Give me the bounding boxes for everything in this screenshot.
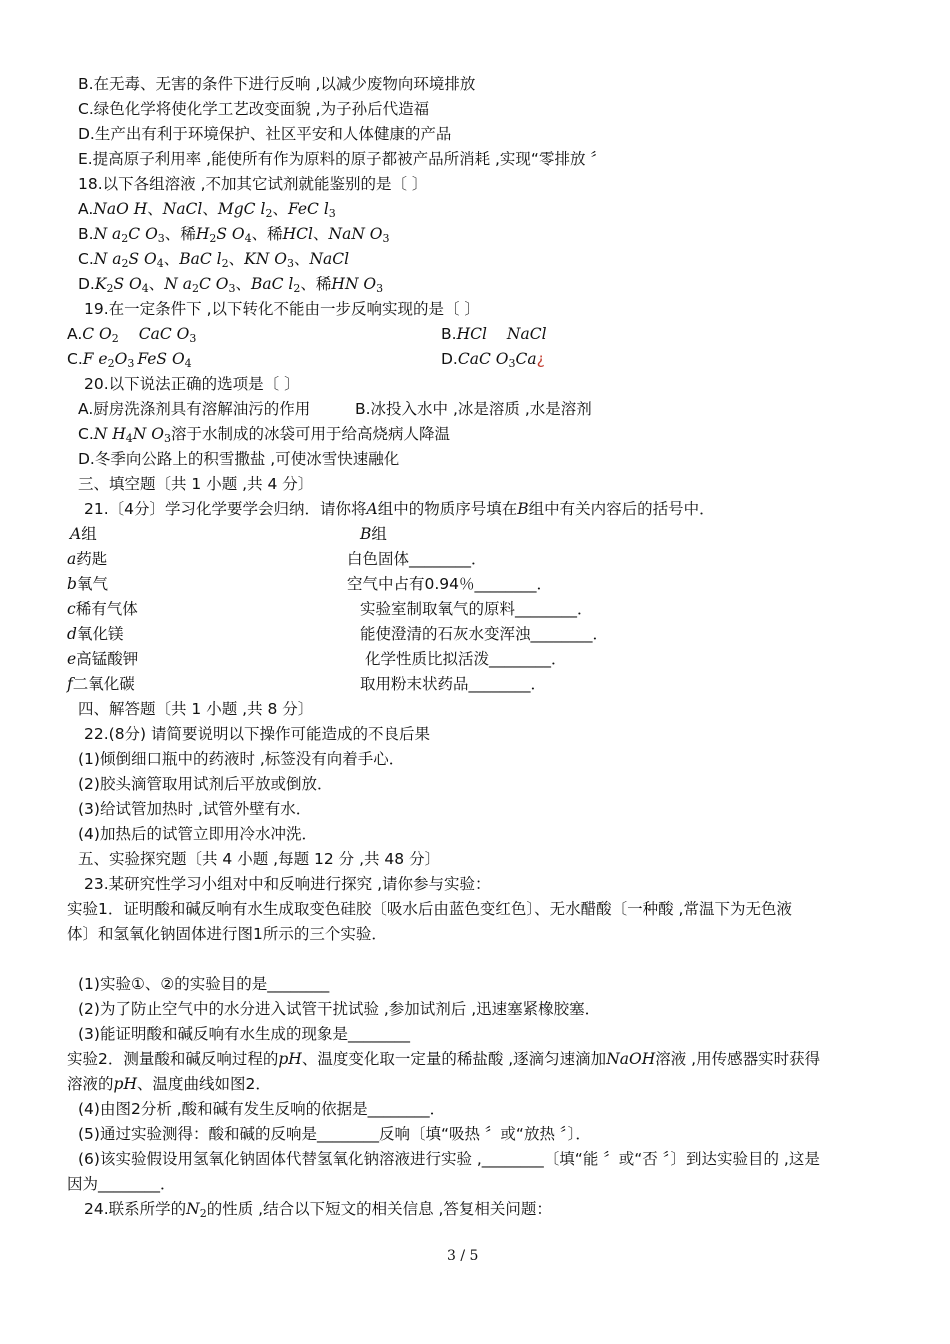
q23-item-2: (2)为了防止空气中的水分进入试管干扰试验 ,参加试剂后 ,迅速塞紧橡胶塞． — [78, 1000, 601, 1018]
q23-item-6: (6)该实验假设用氢氧化钠固体代替氢氧化钠溶液进行实验 ,________〔填“能 〞或“否 〞〕到达实验目的 ,这是 — [78, 1150, 820, 1168]
q21-right-item: 白色固体________． — [347, 550, 487, 568]
q17-option-d: D.生产出有利于环境保护、社区平安和人体健康的产品 — [78, 125, 452, 143]
q23-item-6-cont: 因为________． — [67, 1175, 176, 1193]
q22-stem: 22.(8分) 请简要说明以下操作可能造成的不良后果 — [84, 725, 431, 743]
q20-option-c: C.N H4N O3溶于水制成的冰袋可用于给高烧病人降温 — [78, 425, 450, 445]
section-3-heading: 三、填空题〔共 1 小题 ,共 4 分〕 — [78, 475, 314, 493]
q20-option-b: B.冰投入水中 ,冰是溶质 ,水是溶剂 — [355, 400, 592, 418]
q20-option-a: A.厨房洗涤剂具有溶解油污的作用 — [78, 400, 311, 418]
q18-option-c: C.N a2S O4、BaC l2、KN O3、NaCl — [78, 250, 350, 270]
q18-stem: 18.以下各组溶液 ,不加其它试剂就能鉴别的是〔 〕 — [78, 175, 428, 193]
q23-experiment-2-cont: 溶液的pH、温度曲线如图2． — [67, 1075, 271, 1093]
q21-right-item: 取用粉末状药品________． — [360, 675, 547, 693]
q18-option-d: D.K2S O4、N a2C O3、BaC l2、稀HN O3 — [78, 275, 384, 295]
q17-option-b: B.在无毒、无害的条件下进行反响 ,以减少废物向环境排放 — [78, 75, 476, 93]
q21-stem: 21.〔4分〕学习化学要学会归纳．请你将A组中的物质序号填在B组中有关内容后的括号中． — [84, 500, 715, 518]
q17-option-c: C.绿色化学将使化学工艺改变面貌 ,为子孙后代造福 — [78, 100, 430, 118]
q23-item-5: (5)通过实验测得：酸和碱的反响是________反响〔填“吸热 〞或“放热 〞〕． — [78, 1125, 591, 1143]
q21-right-item: 实验室制取氧气的原料________． — [360, 600, 593, 618]
q22-item: (2)胶头滴管取用试剂后平放或倒放． — [78, 775, 333, 793]
q19-option-d: D.CaC O3Ca¿ — [441, 350, 545, 370]
q21-group-a-heading: A组 — [70, 525, 97, 543]
q19-option-a: A.C O2 CaC O3 — [67, 325, 197, 345]
q22-item: (4)加热后的试管立即用冷水冲洗． — [78, 825, 317, 843]
q20-stem: 20.以下说法正确的选项是〔 〕 — [84, 375, 300, 393]
q21-left-item: e高锰酸钾 — [67, 650, 139, 668]
q21-left-item: a药匙 — [67, 550, 108, 568]
q19-option-b: B.HCl NaCl — [441, 325, 547, 343]
q21-right-item: 能使澄清的石灰水变浑浊________． — [360, 625, 609, 643]
q19-stem: 19.在一定条件下 ,以下转化不能由一步反响实现的是〔 〕 — [84, 300, 480, 318]
q23-item-1: (1)实验①、②的实验目的是________ — [78, 975, 330, 993]
section-4-heading: 四、解答题〔共 1 小题 ,共 8 分〕 — [78, 700, 314, 718]
q21-left-item: c稀有气体 — [67, 600, 138, 618]
q23-stem: 23.某研究性学习小组对中和反响进行探究 ,请你参与实验： — [84, 875, 491, 893]
section-5-heading: 五、实验探究题〔共 4 小题 ,每题 12 分 ,共 48 分〕 — [78, 850, 441, 868]
q21-left-item: f二氧化碳 — [67, 675, 135, 693]
q21-left-item: d氧化镁 — [67, 625, 124, 643]
q20-option-d: D.冬季向公路上的积雪撒盐 ,可使冰雪快速融化 — [78, 450, 400, 468]
q21-group-b-heading: B组 — [360, 525, 387, 543]
q17-option-e: E.提高原子利用率 ,能使所有作为原料的原子都被产品所消耗 ,实现“零排放 〞 — [78, 150, 606, 168]
q22-item: (1)倾倒细口瓶中的药液时 ,标签没有向着手心． — [78, 750, 405, 768]
q21-left-item: b氧气 — [67, 575, 108, 593]
q19-option-c: C.F e2O3 FeS O4 — [67, 350, 192, 370]
q23-experiment-1: 实验1．证明酸和碱反响有水生成取变色硅胶〔吸水后由蓝色变红色〕、无水醋酸〔一种酸 ,常温下为无色液 — [67, 900, 792, 918]
q23-experiment-2: 实验2．测量酸和碱反响过程的pH、温度变化取一定量的稀盐酸 ,逐滴匀速滴加NaOH溶液 ,用传感器实时获得 — [67, 1050, 821, 1068]
q21-right-item: 化学性质比拟活泼________． — [365, 650, 567, 668]
q18-option-a: A.NaO H、NaCl、MgC l2、FeC l3 — [78, 200, 336, 220]
q23-item-4: (4)由图2分析 ,酸和碱有发生反响的依据是________． — [78, 1100, 446, 1118]
page-number: 3 / 5 — [447, 1248, 479, 1264]
q23-experiment-1-cont: 体〕和氢氧化钠固体进行图1所示的三个实验． — [67, 925, 387, 943]
q21-right-item: 空气中占有0.94％________． — [347, 575, 553, 593]
q18-option-b: B.N a2C O3、稀H2S O4、稀HCl、NaN O3 — [78, 225, 390, 245]
q22-item: (3)给试管加热时 ,试管外壁有水． — [78, 800, 312, 818]
q23-item-3: (3)能证明酸和碱反响有水生成的现象是________ — [78, 1025, 410, 1043]
q24-stem: 24.联系所学的N2的性质 ,结合以下短文的相关信息 ,答复相关问题： — [84, 1200, 552, 1220]
